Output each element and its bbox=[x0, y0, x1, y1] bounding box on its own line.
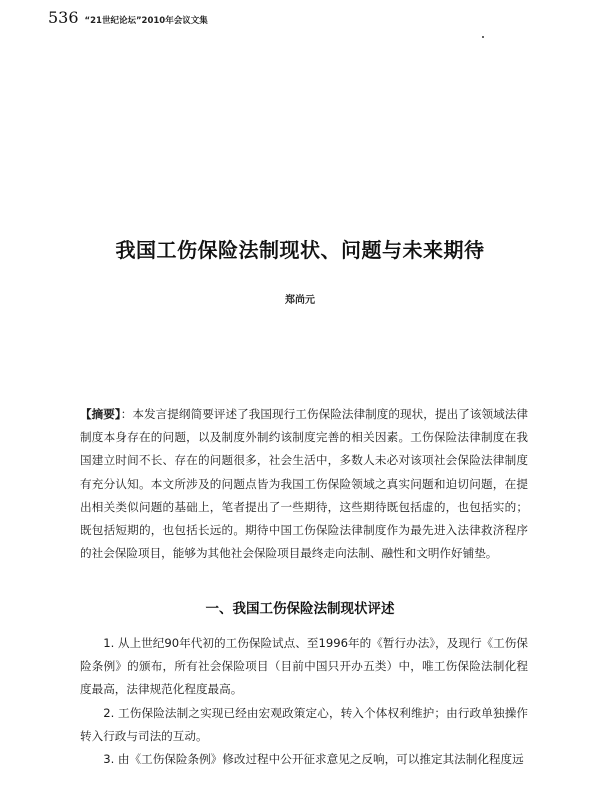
body-paragraph: 2. 工伤保险法制之实现已经由宏观政策定心，转入个体权利维护；由行政单独操作转入行政与司法的互动。 bbox=[80, 705, 528, 743]
body-text bbox=[80, 632, 528, 771]
running-header bbox=[48, 8, 208, 28]
body-paragraph: 1. 从上世纪90年代初的工伤保险试点、至1996年的《暂行办法》，及现行《工伤保险条例》的颁布，所有社会保险项目（目前中国只开办五类）中，唯工伤保险法制化程度最高，法律规范化程度最高。 bbox=[80, 636, 528, 697]
body-paragraph: 3. 由《工伤保险条例》修改过程中公开征求意见之反响，可以推定其法制化程度远 bbox=[103, 752, 524, 767]
author-name: 郑尚元 bbox=[285, 295, 315, 306]
abstract-text: ：本发言提纲简要评述了我国现行工伤保险法律制度的现状，提出了该领域法律制度本身存在的问题，以及制度外制约该制度完善的相关因素。工伤保险法律制度在我国建立时间不长、存在的问题很多，社会生活中，多数人未必对该项社会保险法律制度有充分认知。本文所涉及的问题点皆为我国工伤保险领域之真实问题和迫切问题，在提出相关类似问题的基础上，笔者提出了一些期待，这些期待既包括虚的，也包括实的；既包括短期的，也包括长远的。期待中国工伤保险法律制度作为最先进入法律救济程序的社会保险项目，能够为其他社会保险项目最终走向法制、融性和文明作好铺垫。 bbox=[80, 407, 528, 561]
abstract-label: 【摘要】 bbox=[80, 407, 121, 421]
running-title: “21世纪论坛”2010年会议文集 bbox=[84, 16, 208, 26]
article-title: 我国工伤保险法制现状、问题与未来期待 bbox=[115, 238, 485, 262]
section-heading: 一、我国工伤保险法制现状评述 bbox=[205, 601, 395, 617]
abstract-paragraph bbox=[80, 403, 528, 565]
page-number: 536 bbox=[48, 8, 79, 27]
scan-speck bbox=[482, 36, 484, 38]
